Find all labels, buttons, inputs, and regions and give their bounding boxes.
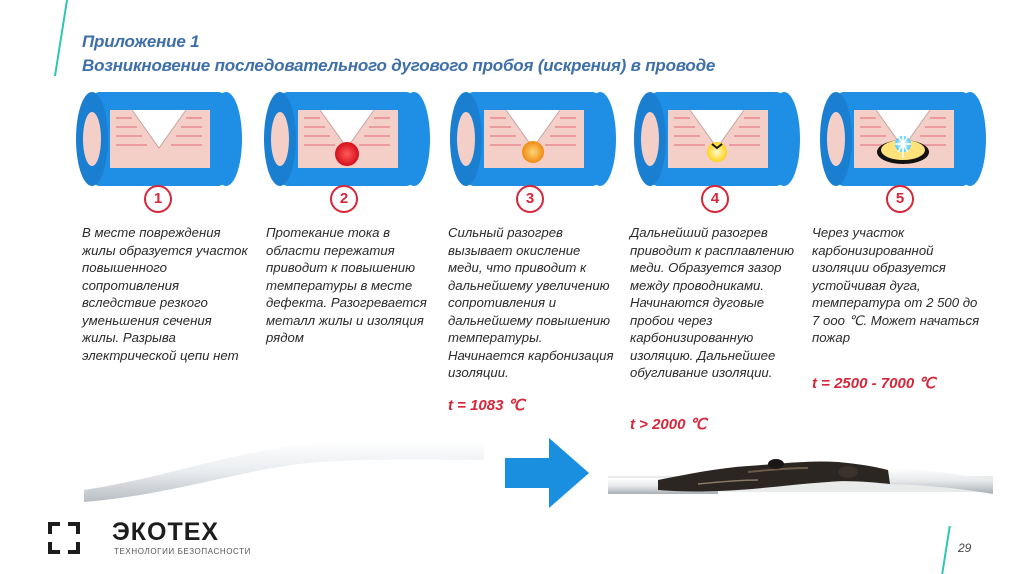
core-end	[457, 112, 475, 166]
core-end	[83, 112, 101, 166]
burnt-wire-photo	[608, 438, 993, 500]
stage-3-description: Сильный разогрев вызывает окисление меди, что приводит к дальнейшему увеличению сопротивления и дальнейшему повышению температуры. Начинается карбонизация изоляции.	[448, 225, 614, 380]
stage-5-temperature: t = 2500 - 7000 ℃	[812, 375, 936, 392]
title-line-1: Приложение 1	[82, 32, 200, 51]
accent-line-bottom	[941, 526, 951, 574]
stage-5-description: Через участок карбонизированной изоляции образуется устойчивая дуга, температура от 2 500 до 7 ооо ℃. Может начаться пожар	[812, 225, 980, 345]
stage-4-temperature: t > 2000 ℃	[630, 416, 707, 433]
wire-cross-section	[448, 86, 618, 192]
wire-cross-section	[818, 86, 988, 192]
stage-4-description: Дальнейший разогрев приводит к расплавлению меди. Образуется зазор между проводниками. Начинаются дуговые пробои через карбонизированную изоляцию. Дальнейшее обугливание изоляции.	[630, 225, 795, 380]
page-title	[82, 30, 715, 78]
tube-right-end	[584, 92, 616, 186]
tube-right-end	[768, 92, 800, 186]
stage-4-diagram	[632, 86, 802, 192]
stage-1-number: 1	[144, 185, 172, 213]
page-number: 29	[958, 541, 972, 555]
stage-5-number: 5	[886, 185, 914, 213]
stage-2-number: 2	[330, 185, 358, 213]
stage-3-temperature: t = 1083 ℃	[448, 397, 525, 414]
tube-right-end	[210, 92, 242, 186]
stage-3-number: 3	[516, 185, 544, 213]
wire-cross-section	[632, 86, 802, 192]
brand-tagline: ТЕХНОЛОГИИ БЕЗОПАСНОСТИ	[114, 547, 252, 556]
stage-3-diagram	[448, 86, 618, 192]
tube-right-end	[398, 92, 430, 186]
core-end	[827, 112, 845, 166]
title-line-2: Возникновение последовательного дугового пробоя (искрения) в проводе	[82, 56, 716, 75]
stage-2-diagram	[262, 86, 432, 192]
brand-name: ЭКОТЕХ	[112, 518, 220, 546]
core-end	[641, 112, 659, 166]
stage-4-number: 4	[701, 185, 729, 213]
hotspot	[335, 142, 359, 166]
accent-line-top	[54, 0, 68, 76]
stage-1-description: В месте повреждения жилы образуется участок повышенного сопротивления вследствие резкого уменьшения сечения жилы. Разрыва электрической цепи нет	[82, 225, 248, 363]
stage-5-diagram	[818, 86, 988, 192]
right-arrow-icon	[505, 438, 589, 508]
wire-cross-section	[262, 86, 432, 192]
stage-1-diagram	[74, 86, 244, 192]
corner-brackets-logo	[48, 522, 80, 554]
tube-right-end	[954, 92, 986, 186]
intact-wire-photo	[84, 432, 484, 502]
wire-cross-section	[74, 86, 244, 192]
hotspot	[707, 142, 727, 162]
core-end	[271, 112, 289, 166]
stage-2-description: Протекание тока в области пережатия приводит к повышению температуры в месте дефекта. Разогревается металл жилы и изоляция рядом	[266, 225, 427, 345]
hotspot	[522, 141, 544, 163]
